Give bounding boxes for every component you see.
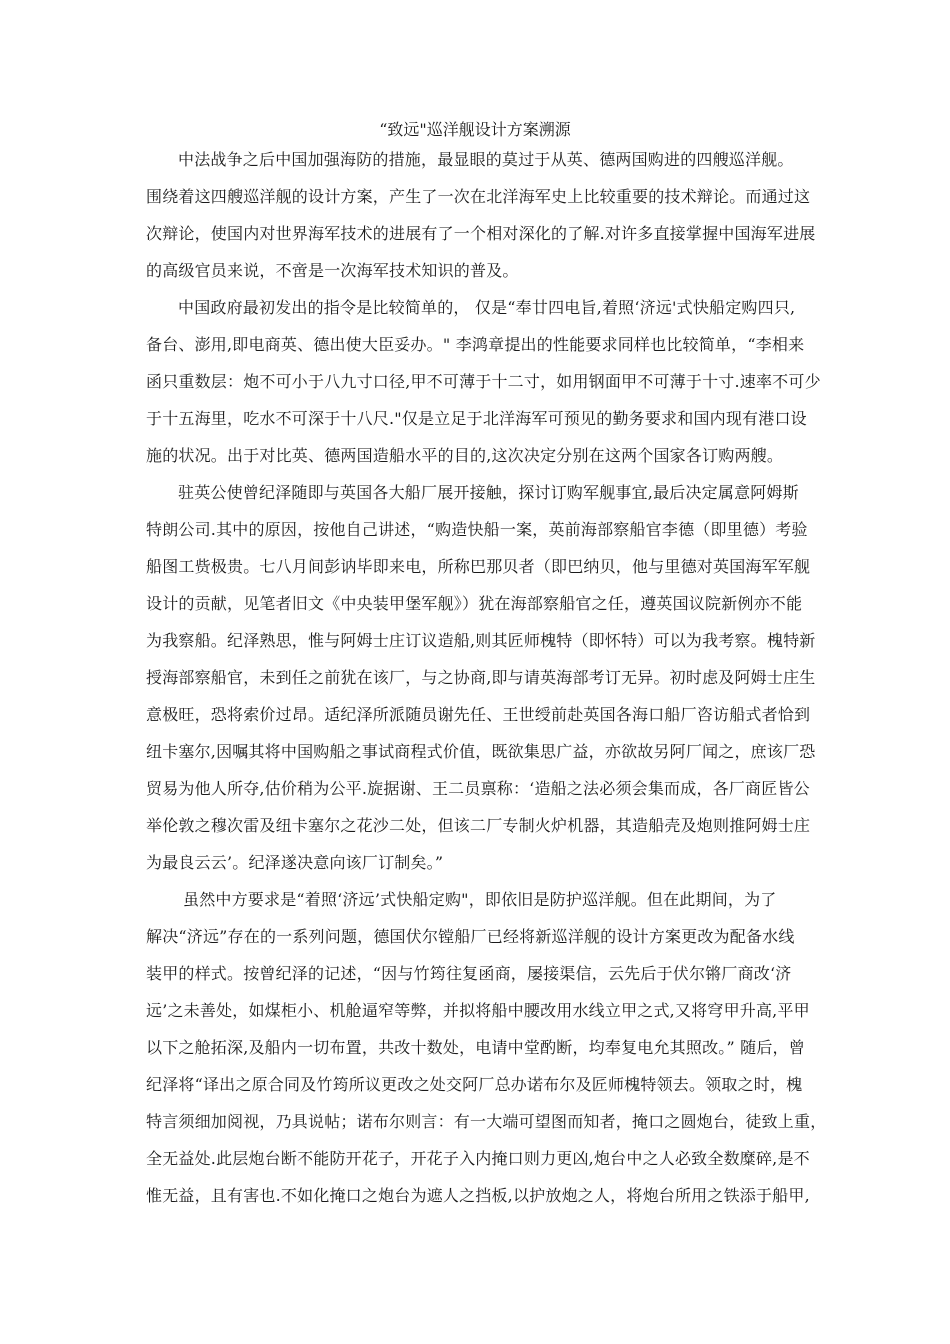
text-line: 围绕着这四艘巡洋舰的设计方案，产生了一次在北洋海军史上比较重要的技术辩论。而通过这 (146, 187, 811, 206)
text-line: 为我察船。纪泽熟思，惟与阿姆士庄订议造船,则其匠师槐特（即怀特）可以为我考察。槐特新 (146, 631, 816, 650)
text-line: 函只重数层：炮不可小于八九寸口径,甲不可薄于十二寸，如用钢面甲不可薄于十寸.速率不可少 (146, 372, 821, 391)
text-line: 授海部察船官，未到任之前犹在该厂，与之协商,即与请英海部考订无异。初时虑及阿姆士庄生 (146, 668, 816, 687)
text-line: 备台、澎用,即电商英、德出使大臣妥办。" 李鸿章提出的性能要求同样也比较简单，“李相来 (146, 335, 805, 354)
text-line: 纽卡塞尔,因嘱其将中国购船之事试商程式价值，既欲集思广益，亦欲故另阿厂闻之，庶该厂恐 (146, 742, 816, 761)
text-line: 为最良云云’。纪泽遂决意向该厂订制矣。” (146, 853, 444, 872)
text-line: 纪泽将“译出之原合同及竹筠所议更改之处交阿厂总办诺布尔及匠师槐特领去。领取之时，槐 (146, 1075, 803, 1094)
text-line: 举伦敦之穆次雷及纽卡塞尔之花沙二处，但该二厂专制火炉机器，其造船壳及炮则推阿姆士庄 (146, 816, 811, 835)
text-line: 设计的贡献，见笔者旧文《中央装甲堡军舰》）犹在海部察船官之任，遵英国议院新例亦不能 (146, 594, 803, 613)
text-line: 于十五海里，吃水不可深于十八尺."仅是立足于北洋海军可预见的勤务要求和国内现有港口设 (146, 409, 807, 428)
document-title: “致远"巡洋舰设计方案溯源 (379, 120, 571, 139)
text-line: 施的状况。出于对比英、德两国造船水平的目的,这次决定分别在这两个国家各订购两艘。 (146, 446, 784, 465)
text-line: 惟无益，且有害也.不如化掩口之炮台为遮人之挡板,以护放炮之人，将炮台所用之铁添于船甲, (146, 1186, 810, 1205)
text-line: 船图工赀极贵。七八月间彭讷毕即来电，所称巴那贝者（即巴纳贝，他与里德对英国海军军舰 (146, 557, 811, 576)
text-line: 虽然中方要求是“着照‘济远’式快船定购"，即依旧是防护巡洋舰。但在此期间，为了 (183, 890, 777, 909)
text-line: 贸易为他人所夺,估价稍为公平.旋据谢、王二员禀称：‘造船之法必须会集而成，各厂商匠皆公 (146, 779, 810, 798)
text-line: 以下之舱拓深,及船内一切布置，共改十数处，电请中堂酌断，均奉复电允其照改。” 随后，曾 (146, 1038, 805, 1057)
text-line: 解决“济远”存在的一系列问题，德国伏尔镗船厂已经将新巡洋舰的设计方案更改为配备水线 (146, 927, 795, 946)
text-line: 的高级官员来说，不啻是一次海军技术知识的普及。 (146, 261, 519, 280)
text-line: 远’之未善处，如煤柜小、机舱逼窄等弊，并拟将船中腰改用水线立甲之式,又将穹甲升高,平甲 (146, 1001, 810, 1020)
text-line: 特言须细加阅视，乃具说帖；诺布尔则言：有一大端可望图而知者，掩口之圆炮台，徒致上重， (146, 1112, 827, 1131)
text-line: 装甲的样式。按曾纪泽的记述，“因与竹筠往复函商，屡接渠信，云先后于伏尔锵厂商改‘济 (146, 964, 792, 983)
text-line: 特朗公司.其中的原因，按他自己讲述，“购造快船一案，英前海部察船官李德（即里德）考验 (146, 520, 808, 539)
text-line: 次辩论，使国内对世界海军技术的进展有了一个相对深化的了解.对许多直接掌握中国海军进展 (146, 224, 816, 243)
text-line: 全无益处.此层炮台断不能防开花子，开花子入内掩口则力更凶,炮台中之人必致全数糜碎,是不 (146, 1149, 810, 1168)
text-line: 意极旺，恐将索价过昂。适纪泽所派随员谢先任、王世绶前赴英国各海口船厂咨访船式者恰到 (146, 705, 811, 724)
text-line: 中法战争之后中国加强海防的措施，最显眼的莫过于从英、德两国购进的四艘巡洋舰。 (178, 150, 794, 169)
text-line: 驻英公使曾纪泽随即与英国各大船厂展开接触，探讨订购军舰事宜,最后决定属意阿姆斯 (178, 483, 799, 502)
text-line: 中国政府最初发出的指令是比较简单的， 仅是“奉廿四电旨,着照‘济远'式快船定购四只, (178, 298, 796, 317)
